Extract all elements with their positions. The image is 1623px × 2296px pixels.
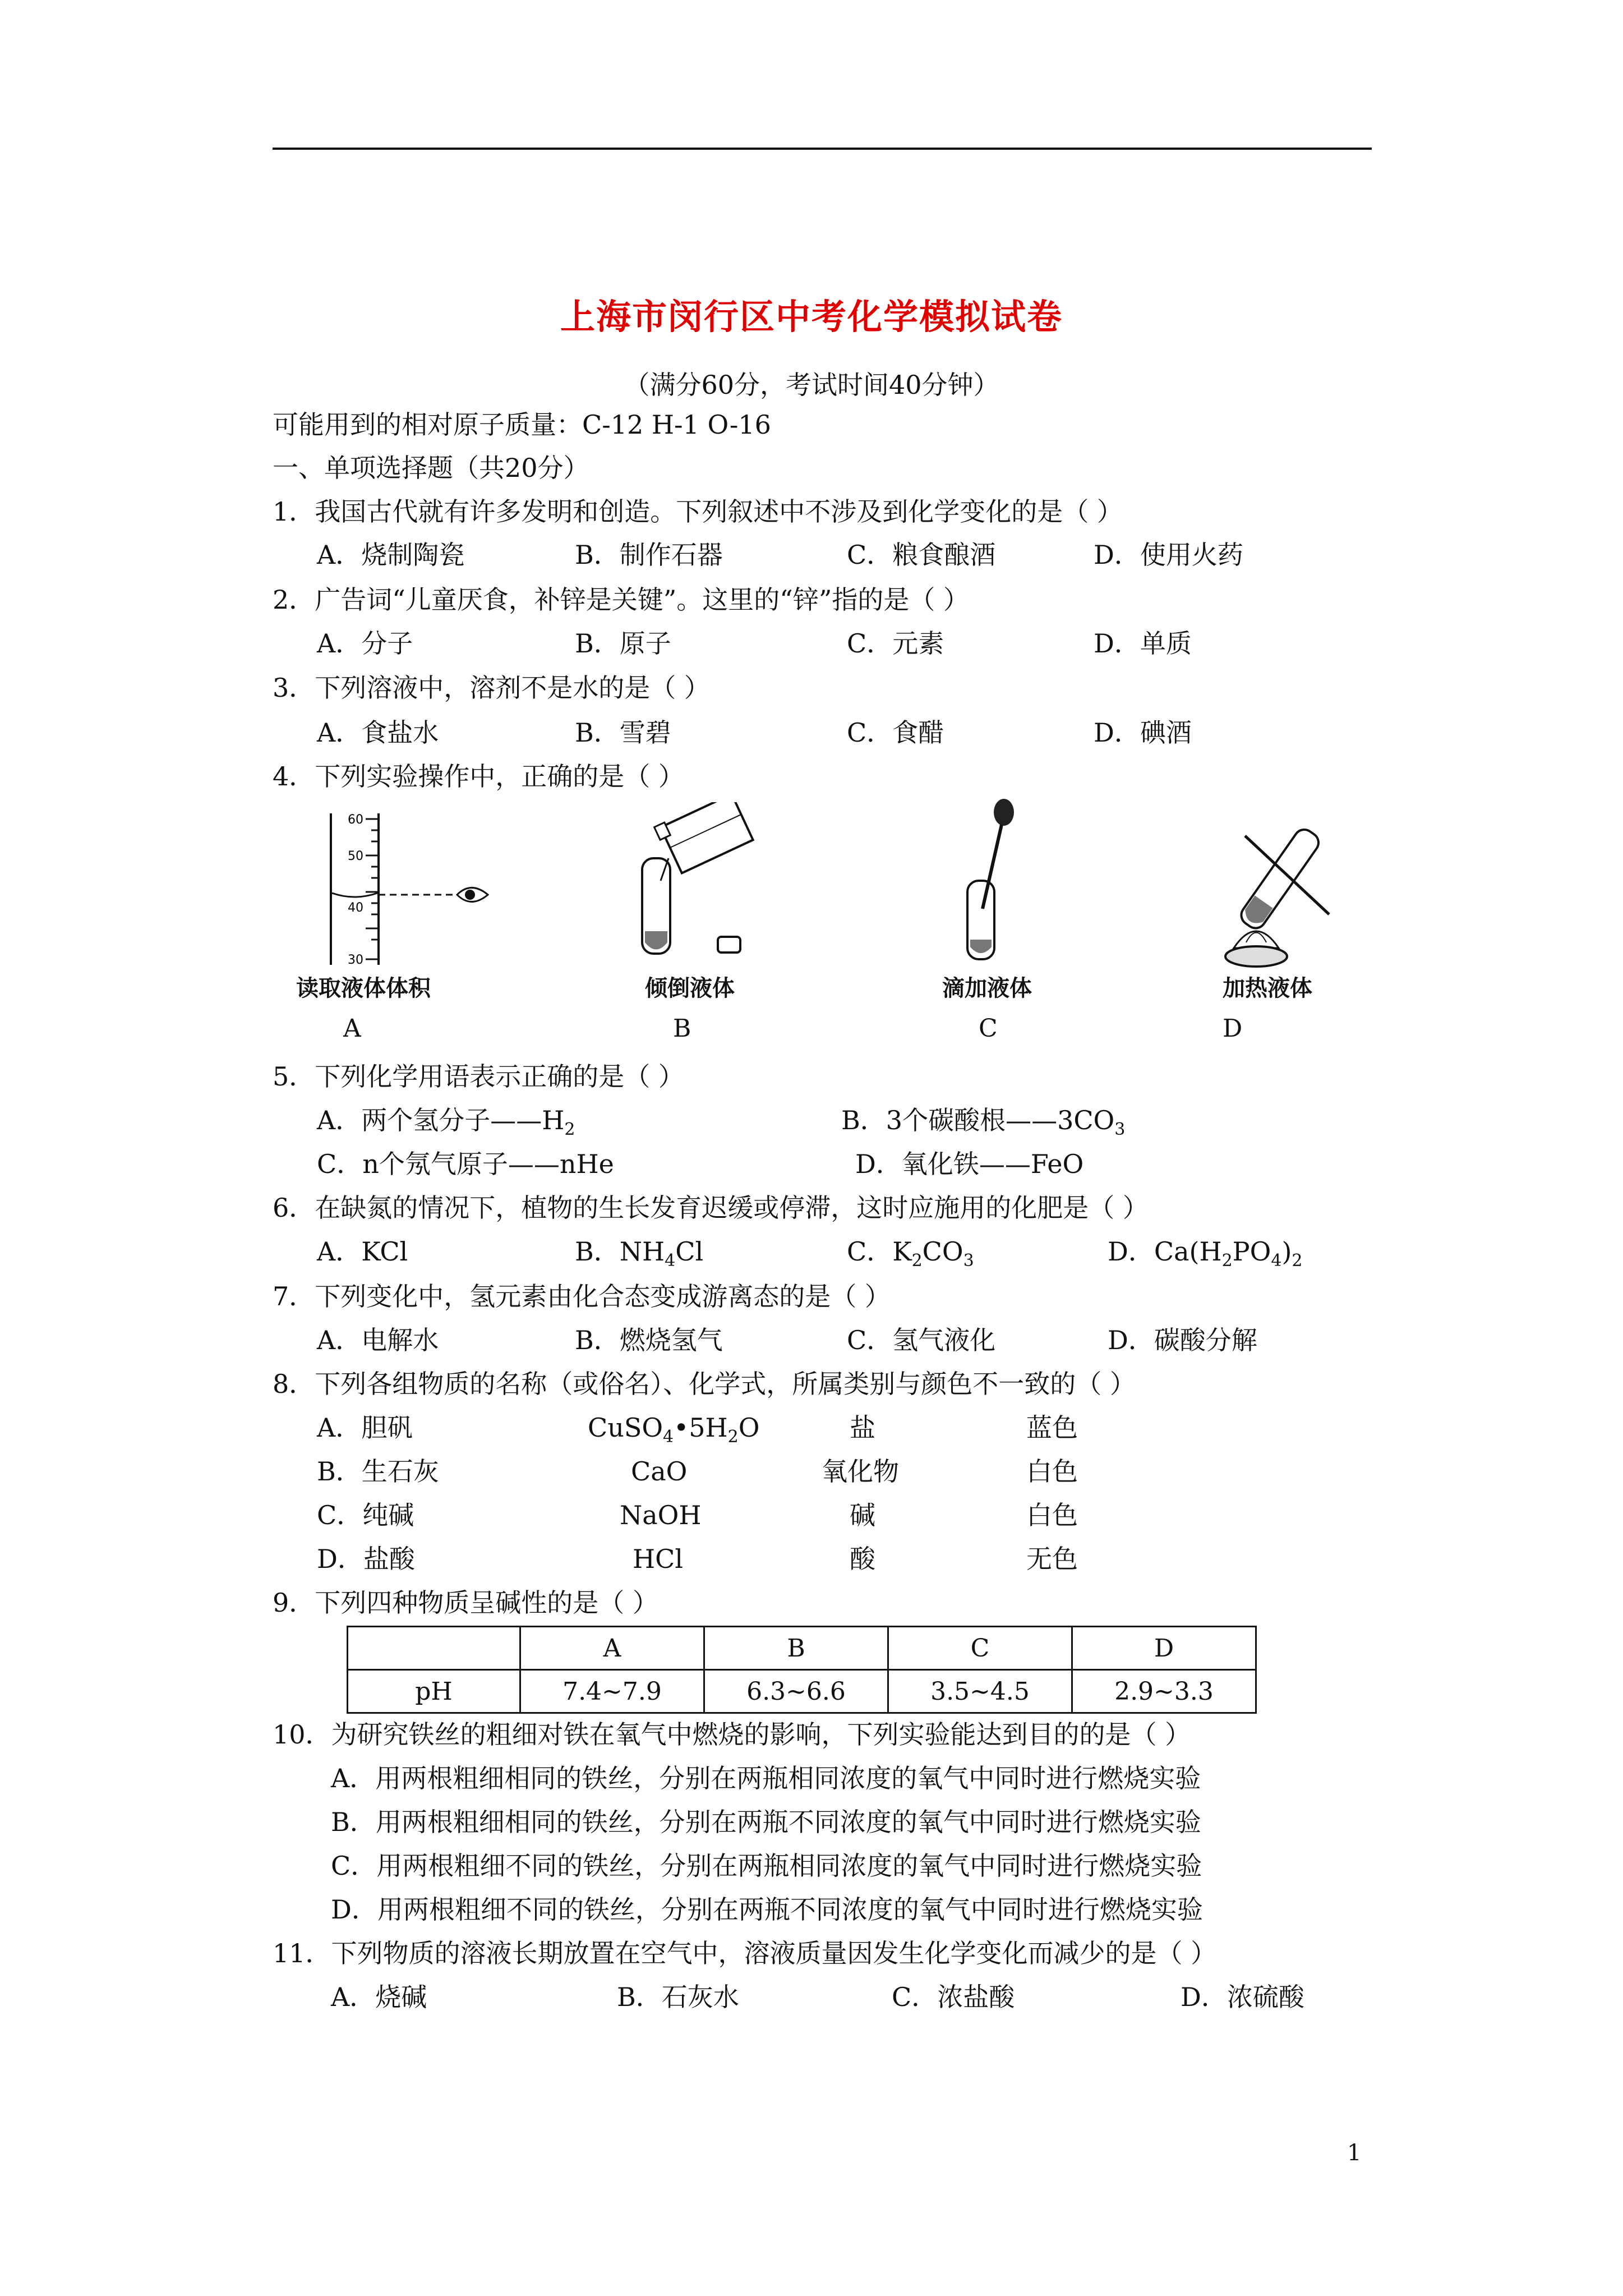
q5-option-a: A．两个氢分子$——H_2$: [317, 1105, 575, 1140]
q3-option-b: B．雪碧: [575, 717, 671, 748]
exam-title: 上海市闵行区中考化学模拟试卷: [560, 296, 1063, 337]
q5-option-d: D．氧化铁——FeO: [855, 1149, 1084, 1179]
q5-option-c: C．n个氖气原子——nHe: [317, 1149, 614, 1179]
atomic-masses: 可能用到的相对原子质量：C-12 H-1 O-16: [273, 409, 771, 440]
q7-option-c: C．氢气液化: [847, 1325, 996, 1355]
q8-row-a-name: A．胆矾: [317, 1412, 413, 1443]
q6-option-a: A．KCl: [317, 1236, 408, 1267]
pouring-liquid-figure: [628, 802, 774, 965]
q8-row-a-category: 盐: [850, 1412, 875, 1443]
table-cell: C: [888, 1627, 1072, 1670]
q1-option-d: D．使用火药: [1094, 540, 1243, 570]
q8-row-b-name: B．生石灰: [317, 1456, 439, 1487]
figure-b-caption: 倾倒液体: [645, 975, 735, 1001]
q2-option-c: C．元素: [847, 628, 944, 659]
q2-option-b: B．原子: [575, 628, 671, 659]
q7-option-b: B．燃烧氢气: [575, 1325, 723, 1355]
question-7-stem: 7．下列变化中，氢元素由化合态变成游离态的是（ ）: [273, 1281, 891, 1312]
question-4-stem: 4．下列实验操作中，正确的是（ ）: [273, 761, 684, 792]
table-cell: [348, 1627, 520, 1670]
dropper-bulb-icon: [994, 799, 1014, 826]
figure-d-caption: 加热液体: [1223, 975, 1312, 1001]
q7-option-d: D．碳酸分解: [1108, 1325, 1257, 1355]
q6-option-c: C．$K_2CO_3$: [847, 1236, 974, 1271]
question-6-stem: 6．在缺氮的情况下，植物的生长发育迟缓或停滞，这时应施用的化肥是（ ）: [273, 1193, 1149, 1223]
tick-60: 60: [348, 813, 363, 827]
figure-d-letter: D: [1223, 1014, 1243, 1043]
q8-row-d-color: 无色: [1026, 1544, 1078, 1574]
q11-option-b: B．石灰水: [617, 1982, 739, 2012]
q11-option-c: C．浓盐酸: [892, 1982, 1015, 2012]
dropper-figure: [931, 797, 1032, 965]
q10-option-d: D．用两根粗细不同的铁丝，分别在两瓶不同浓度的氧气中同时进行燃烧实验: [331, 1894, 1203, 1925]
question-8-stem: 8．下列各组物质的名称（或俗名）、化学式，所属类别与颜色不一致的（ ）: [273, 1369, 1136, 1399]
table-row: [348, 1670, 1256, 1713]
table-cell: 3.5~4.5: [888, 1670, 1072, 1713]
tick-50: 50: [348, 849, 363, 863]
tick-30: 30: [348, 953, 363, 967]
table-cell: 6.3~6.6: [704, 1670, 888, 1713]
q8-row-d-name: D．盐酸: [317, 1544, 415, 1574]
question-9-stem: 9．下列四种物质呈碱性的是（ ）: [273, 1588, 658, 1618]
figure-a-caption: 读取液体体积: [296, 975, 431, 1001]
q8-row-b-category: 氧化物: [822, 1456, 899, 1487]
stopper-icon: [718, 937, 740, 953]
q10-option-b: B．用两根粗细相同的铁丝，分别在两瓶不同浓度的氧气中同时进行燃烧实验: [331, 1807, 1201, 1837]
q8-row-b-color: 白色: [1026, 1456, 1078, 1487]
q2-option-d: D．单质: [1094, 628, 1192, 659]
q3-option-d: D．碘酒: [1094, 717, 1192, 748]
q3-option-a: A．食盐水: [317, 717, 439, 748]
q8-row-b-formula: CaO: [631, 1456, 688, 1487]
q1-option-a: A．烧制陶瓷: [317, 540, 465, 570]
q6-option-b: B．$NH_4Cl$: [575, 1236, 704, 1271]
q1-option-b: B．制作石器: [575, 540, 723, 570]
table-header-row: [348, 1627, 1256, 1670]
q8-row-a-color: 蓝色: [1026, 1412, 1078, 1443]
section-heading: 一、单项选择题（共20分）: [273, 453, 589, 483]
table-cell: A: [520, 1627, 704, 1670]
table-cell: pH: [348, 1670, 520, 1713]
figure-a-letter: A: [343, 1014, 361, 1043]
q6-option-d: D．$Ca(H_2PO_4)_2$: [1108, 1236, 1303, 1271]
q8-row-c-category: 碱: [850, 1500, 875, 1530]
q8-row-c-color: 白色: [1026, 1500, 1078, 1530]
page-number: 1: [1347, 2140, 1362, 2166]
alcohol-lamp-icon: [1225, 946, 1287, 967]
q10-option-c: C．用两根粗细不同的铁丝，分别在两瓶相同浓度的氧气中同时进行燃烧实验: [331, 1851, 1202, 1881]
table-cell: 2.9~3.3: [1072, 1670, 1256, 1713]
q3-option-c: C．食醋: [847, 717, 944, 748]
q2-option-a: A．分子: [317, 628, 413, 659]
question-1-stem: 1．我国古代就有许多发明和创造。下列叙述中不涉及到化学变化的是（ ）: [273, 496, 1123, 527]
table-cell: 7.4~7.9: [520, 1670, 704, 1713]
question-2-stem: 2．广告词“儿童厌食，补锌是关键”。这里的“锌”指的是（ ）: [273, 585, 969, 615]
q10-option-a: A．用两根粗细相同的铁丝，分别在两瓶相同浓度的氧气中同时进行燃烧实验: [331, 1763, 1201, 1793]
q8-row-a-formula: $CuSO_4•5H_2O$: [588, 1412, 760, 1447]
q11-option-d: D．浓硫酸: [1181, 1982, 1304, 2012]
table-cell: B: [704, 1627, 888, 1670]
q7-option-a: A．电解水: [317, 1325, 439, 1355]
figure-b-letter: B: [673, 1014, 691, 1043]
figure-c-caption: 滴加液体: [942, 975, 1032, 1001]
table-cell: D: [1072, 1627, 1256, 1670]
heating-liquid-figure: [1211, 808, 1363, 970]
q8-row-d-formula: HCl: [633, 1544, 684, 1574]
ph-table: [347, 1626, 1257, 1714]
eye-icon: [457, 888, 488, 902]
q8-row-c-name: C．纯碱: [317, 1500, 414, 1530]
question-5-stem: 5．下列化学用语表示正确的是（ ）: [273, 1061, 684, 1092]
figure-c-letter: C: [979, 1014, 998, 1043]
q5-option-b: B．3个碳酸根$——3CO_3$: [841, 1105, 1126, 1140]
graduated-cylinder-figure: [303, 802, 505, 970]
exam-subtitle: （满分60分，考试时间40分钟）: [624, 370, 999, 400]
q1-option-c: C．粮食酿酒: [847, 540, 996, 570]
question-10-stem: 10．为研究铁丝的粗细对铁在氧气中燃烧的影响，下列实验能达到目的的是（ ）: [273, 1719, 1191, 1750]
question-11-stem: 11．下列物质的溶液长期放置在空气中，溶液质量因发生化学变化而减少的是（ ）: [273, 1938, 1217, 1968]
q8-row-c-formula: NaOH: [620, 1500, 702, 1530]
question-3-stem: 3．下列溶液中，溶剂不是水的是（ ）: [273, 673, 710, 703]
tick-40: 40: [348, 901, 363, 915]
q11-option-a: A．烧碱: [331, 1982, 427, 2012]
q8-row-d-category: 酸: [850, 1544, 875, 1574]
header-rule: [273, 148, 1372, 150]
